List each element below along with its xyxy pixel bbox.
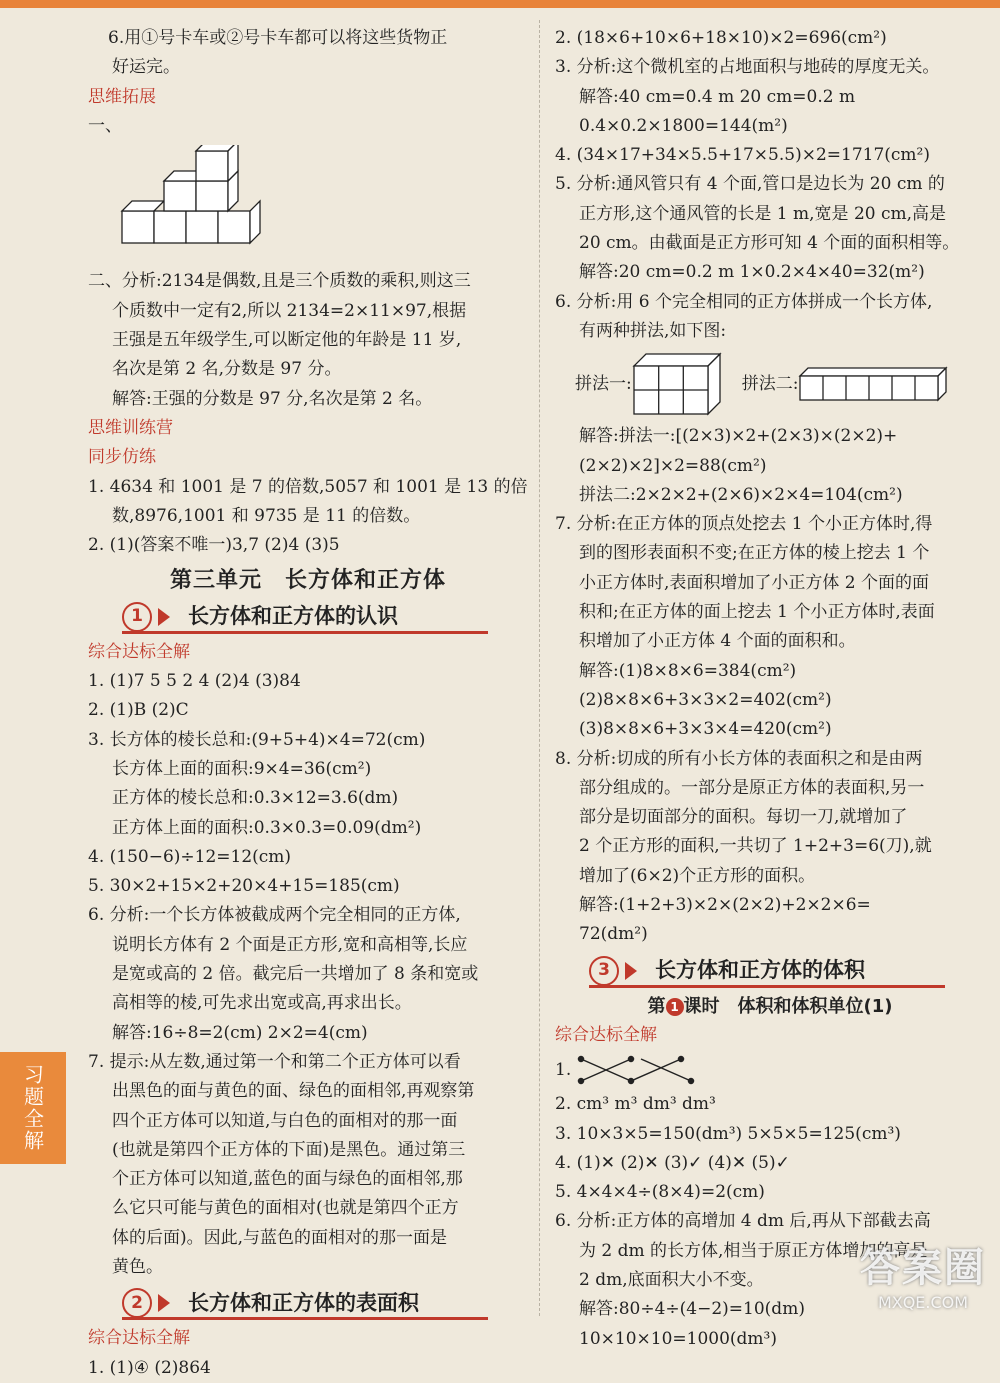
chapter-heading (88, 1286, 528, 1320)
text-line: 4. (1)✕ (2)✕ (3)✓ (4)✕ (5)✓ (555, 1152, 790, 1173)
text-line: 72(dm²) (579, 924, 648, 945)
chapter-heading (555, 954, 985, 988)
text-line: 出黑色的面与黄色的面、绿色的面相邻,再观察第 (112, 1081, 475, 1102)
text-line: 5. 4×4×4÷(8×4)=2(cm) (555, 1182, 765, 1203)
text-line: 拼法二:2×2×2+(2×6)×2×4=104(cm²) (579, 484, 903, 505)
text-line: 3. 长方体的棱长总和:(9+5+4)×4=72(cm) (88, 729, 426, 750)
text-line: (3)8×8×6+3×3×4=420(cm²) (579, 719, 832, 740)
text-line: 么它只可能与黄色的面相对(也就是第四个正方 (112, 1198, 459, 1219)
text-line: 2. (1)(答案不唯一)3,7 (2)4 (3)5 (88, 535, 340, 556)
section-heading: 综合达标全解 (88, 1328, 190, 1349)
text-line: 1. (1)7 5 5 2 4 (2)4 (3)84 (88, 671, 301, 692)
text-line: 部分组成的。一部分是原正方体的表面积,另一 (579, 777, 925, 798)
text-line: 解答:80÷4÷(4−2)=10(dm) (579, 1299, 805, 1320)
text-line: 2. (18×6+10×6+18×10)×2=696(cm²) (555, 28, 887, 48)
matching-answer (555, 1050, 985, 1090)
chapter-title: 长方体和正方体的体积 (655, 957, 865, 982)
text-line: 说明长方体有 2 个面是正方形,宽和高相等,长应 (112, 934, 468, 955)
text-line: 正方体上面的面积:0.3×0.3=0.09(dm²) (112, 817, 422, 838)
right-column (555, 24, 985, 1354)
text-line: 2 dm,底面积大小不变。 (579, 1269, 764, 1290)
section-heading: 思维拓展 (88, 86, 156, 107)
left-column (88, 24, 528, 1383)
text-line: 1. 4634 和 1001 是 7 的倍数,5057 和 1001 是 13 的倍 (88, 476, 528, 497)
chapter-underline (122, 631, 488, 634)
text-line: 解答:(1)8×8×6=384(cm²) (579, 660, 797, 681)
text-line: 8. 分析:切成的所有小长方体的表面积之和是由两 (555, 748, 923, 769)
text-line: 10×10×10=1000(dm³) (579, 1328, 777, 1349)
section-heading: 综合达标全解 (88, 641, 190, 662)
text-line: 7. 提示:从左数,通过第一个和第二个正方体可以看 (88, 1051, 461, 1072)
lesson-prefix: 第 (647, 995, 666, 1017)
text-line: 正方体的棱长总和:0.3×12=3.6(dm) (112, 788, 399, 809)
text-line: 个正方体可以知道,蓝色的面与绿色的面相邻,那 (112, 1169, 463, 1190)
chapter-underline (122, 1317, 488, 1320)
text-line: 解答:(1+2+3)×2×(2×2)+2×2×6= (579, 895, 871, 916)
watermark-text: 答案圈 (860, 1245, 986, 1291)
text-line: 为 2 dm 的长方体,相当于原正方体增加的高是 (579, 1240, 928, 1261)
text-line: 7. 分析:在正方体的顶点处挖去 1 个小正方体时,得 (555, 514, 933, 535)
chapter-underline (589, 985, 945, 988)
text-line: 高相等的棱,可先求出宽或高,再求出长。 (112, 993, 412, 1014)
lesson-number-dot: 1 (666, 998, 684, 1016)
chapter-title: 长方体和正方体的认识 (188, 604, 398, 629)
arrow-icon (158, 608, 170, 626)
text-line: 体的后面)。因此,与蓝色的面相对的那一面是 (112, 1227, 448, 1248)
text-line: 积增加了小正方体 4 个面的面积和。 (579, 631, 856, 652)
text-line: 6. 分析:正方体的高增加 4 dm 后,再从下部截去高 (555, 1211, 931, 1232)
text-line: 3. 10×3×5=150(dm³) 5×5×5=125(cm³) (555, 1123, 901, 1144)
unit-title: 第三单元 长方体和正方体 (169, 568, 446, 594)
text-line: 名次是第 2 名,分数是 97 分。 (112, 359, 342, 380)
box-1x6-icon (798, 366, 948, 402)
text-line: 解答:40 cm=0.4 m 20 cm=0.2 m (579, 86, 856, 107)
text-line: 王强是五年级学生,可以断定他的年龄是 11 岁, (112, 330, 462, 351)
text-line: 2. cm³ m³ dm³ dm³ (555, 1094, 716, 1115)
text-line: 3. 分析:这个微机室的占地面积与地砖的厚度无关。 (555, 57, 940, 78)
chapter-heading (88, 600, 528, 634)
watermark-url: MXQE.COM (877, 1293, 969, 1312)
section-heading: 综合达标全解 (555, 1024, 657, 1045)
text-line: 黄色。 (112, 1256, 163, 1277)
text-line: 解答:拼法一:[(2×3)×2+(2×3)×(2×2)+ (579, 426, 898, 447)
section-heading: 同步仿练 (88, 447, 156, 468)
figure-label: 拼法一: (575, 373, 632, 394)
text-line: 4. (34×17+34×5.5+17×5.5)×2=1717(cm²) (555, 145, 930, 166)
watermark (860, 1236, 986, 1312)
box-2x3-icon (632, 352, 722, 416)
column-divider (539, 20, 540, 1316)
arrangement-figure (575, 352, 985, 416)
text-line: 4. (150−6)÷12=12(cm) (88, 846, 292, 867)
chapter-number-badge: 2 (122, 1288, 152, 1318)
figure-label: 拼法二: (741, 373, 799, 394)
text-line: 6. 分析:一个长方体被截成两个完全相同的正方体, (88, 905, 461, 926)
text-line: 解答:16÷8=2(cm) 2×2=4(cm) (112, 1022, 368, 1043)
text-line: 6. 分析:用 6 个完全相同的正方体拼成一个长方体, (555, 291, 933, 312)
text-line: 2. (1)B (2)C (88, 700, 189, 721)
text-line: 解答:20 cm=0.2 m 1×0.2×4×40=32(m²) (579, 262, 925, 283)
text-line: 数,8976,1001 和 9735 是 11 的倍数。 (112, 505, 421, 526)
matching-lines-icon (571, 1053, 701, 1087)
chapter-number-badge: 1 (122, 602, 152, 632)
text-line: 解答:王强的分数是 97 分,名次是第 2 名。 (112, 388, 433, 409)
text-line: 好运完。 (112, 57, 180, 78)
text-line: 长方体上面的面积:9×4=36(cm²) (112, 758, 372, 779)
text-line: 增加了(6×2)个正方形的面积。 (579, 865, 816, 886)
text-line: 20 cm。由截面是正方形可知 4 个面的面积相等。 (579, 233, 960, 254)
lesson-title: 课时 体积和体积单位(1) (683, 995, 893, 1017)
text-line: 是宽或高的 2 倍。截完后一共增加了 8 条和宽或 (112, 964, 479, 985)
chapter-number-badge: 3 (589, 956, 619, 986)
text-line: 正方形,这个通风管的长是 1 m,宽是 20 cm,高是 (579, 203, 947, 224)
text-line: 2 个正方形的面积,一共切了 1+2+3=6(刀),就 (579, 836, 932, 857)
cube-stack-icon (118, 145, 268, 253)
side-tab: 习题全解 (0, 1052, 66, 1164)
text-line: 到的图形表面积不变;在正方体的棱上挖去 1 个 (579, 543, 930, 564)
text-line: 1. (1)④ (2)864 (88, 1357, 211, 1378)
text-line: 有两种拼法,如下图: (579, 320, 727, 341)
text-line: 个质数中一定有2,所以 2134=2×11×97,根据 (112, 300, 467, 321)
text-line: 一、 (88, 115, 122, 136)
text-line: 部分是切面部分的面积。每切一刀,就增加了 (579, 807, 908, 828)
cube-stack-figure (118, 145, 528, 263)
text-line: 5. 分析:通风管只有 4 个面,管口是边长为 20 cm 的 (555, 174, 945, 195)
text-line: (2×2)×2]×2=88(cm²) (579, 455, 767, 476)
text-line: 小正方体时,表面积增加了小正方体 2 个面的面 (579, 572, 930, 593)
top-bar (0, 0, 1000, 8)
text-line: 6.用①号卡车或②号卡车都可以将这些货物正 (108, 28, 448, 48)
arrow-icon (625, 962, 637, 980)
text-line: 二、分析:2134是偶数,且是三个质数的乘积,则这三 (88, 271, 471, 292)
chapter-title: 长方体和正方体的表面积 (188, 1290, 419, 1315)
section-heading: 思维训练营 (88, 417, 173, 438)
text-line: (2)8×8×6+3×3×2=402(cm²) (579, 689, 832, 710)
text-line: 5. 30×2+15×2+20×4+15=185(cm) (88, 876, 400, 897)
text-line: 四个正方体可以知道,与白色的面相对的那一面 (112, 1110, 458, 1131)
text-line: 积和;在正方体的面上挖去 1 个小正方体时,表面 (579, 602, 935, 623)
text-line: 0.4×0.2×1800=144(m²) (579, 115, 788, 136)
lesson-heading (555, 992, 985, 1021)
arrow-icon (158, 1294, 170, 1312)
text-line: 1. (555, 1059, 572, 1080)
text-line: (也就是第四个正方体的下面)是黑色。通过第三 (112, 1139, 466, 1160)
